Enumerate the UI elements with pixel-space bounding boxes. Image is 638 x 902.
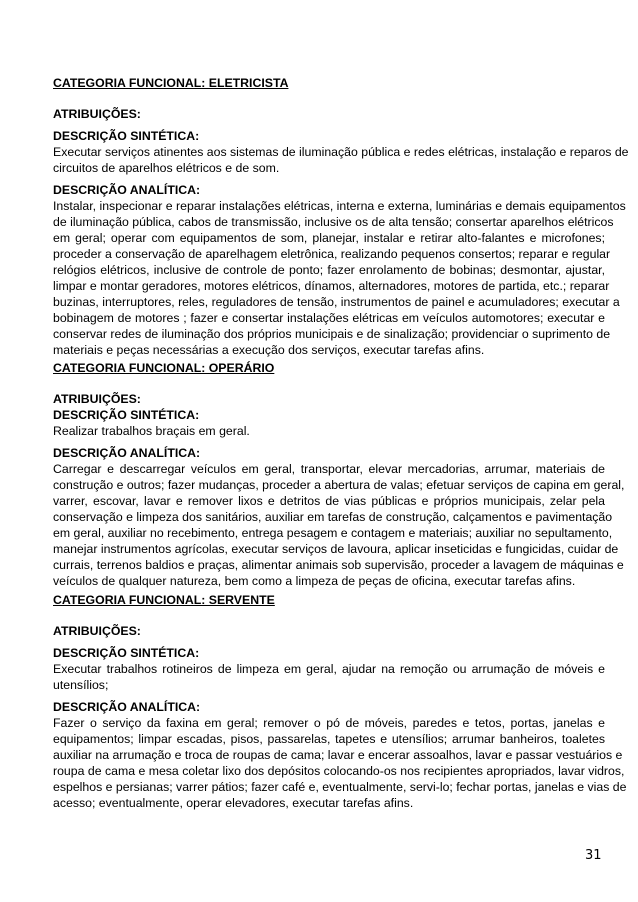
analitica-line: espelhos e persianas; varrer pátios; fazer café e, eventualmente, servi-lo; fechar portas, janelas e vias de xyxy=(53,780,627,794)
analitica-line: proceder a conservação de aparelhagem eletrônica, realizando pequenos consertos; reparar e regular xyxy=(53,247,611,261)
category-title: CATEGORIA FUNCIONAL: SERVENTE xyxy=(53,593,275,607)
sintetica-line: circuitos de aparelhos elétricos e de som. xyxy=(53,161,280,175)
analitica-line: varrer, escovar, lavar e remover lixos e detritos de vias públicas e próprios municipais, zelar pela xyxy=(53,494,605,508)
analitica-line: roupa de cama e mesa coletar lixo dos depósitos colocando-os nos recipientes apropriados, lavar vidros, xyxy=(53,764,625,778)
analitica-line: construção e outros; fazer mudanças, proceder a abertura de valas; efetuar serviços de capina em geral, xyxy=(53,478,625,492)
atribuicoes-heading: ATRIBUIÇÕES: xyxy=(53,107,141,121)
analitica-line: em geral, auxiliar no recebimento, entrega pesagem e contagem e materiais; auxiliar no sepultamento, xyxy=(53,526,613,540)
sintetica-line: Realizar trabalhos braçais em geral. xyxy=(53,424,250,438)
page-number: 31 xyxy=(585,848,602,863)
analitica-line: buzinas, interruptores, reles, reguladores de tensão, instrumentos de painel e acumuladores; executar a xyxy=(53,295,620,309)
analitica-line: limpar e montar geradores, motores elétricos, dínamos, alternadores, motores de partida, etc.; reparar xyxy=(53,279,610,293)
analitica-heading: DESCRIÇÃO ANALÍTICA: xyxy=(53,183,201,197)
sintetica-line: Executar serviços atinentes aos sistemas de iluminação pública e redes elétricas, instalação e reparos de xyxy=(53,145,629,159)
sintetica-heading: DESCRIÇÃO SINTÉTICA: xyxy=(53,646,200,660)
analitica-line: materiais e peças necessárias a execução dos serviços, executar tarefas afins. xyxy=(53,343,485,357)
analitica-line: Fazer o serviço da faxina em geral; remover o pó de móveis, paredes e tetos, portas, janelas e xyxy=(53,716,605,730)
analitica-heading: DESCRIÇÃO ANALÍTICA: xyxy=(53,446,201,460)
sintetica-heading: DESCRIÇÃO SINTÉTICA: xyxy=(53,408,200,422)
atribuicoes-heading: ATRIBUIÇÕES: xyxy=(53,624,141,638)
analitica-line: Instalar, inspecionar e reparar instalações elétricas, interna e externa, luminárias e demais equipamentos xyxy=(53,199,626,213)
analitica-line: currais, terrenos baldios e praças, alimentar animais sob supervisão, proceder a lavagem de máquinas e xyxy=(53,558,624,572)
category-title: CATEGORIA FUNCIONAL: OPERÁRIO xyxy=(53,361,275,375)
analitica-line: bobinagem de motores ; fazer e consertar instalações elétricas em veículos automotores; executar e xyxy=(53,311,605,325)
analitica-line: acesso; eventualmente, operar elevadores, executar tarefas afins. xyxy=(53,796,414,810)
category-title: CATEGORIA FUNCIONAL: ELETRICISTA xyxy=(53,76,289,90)
analitica-line: relógios elétricos, inclusive de controle de ponto; fazer enrolamento de bobinas; desmontar, ajustar, xyxy=(53,263,605,277)
sintetica-line: Executar trabalhos rotineiros de limpeza em geral, ajudar na remoção ou arrumação de móveis e xyxy=(53,662,605,676)
sintetica-line: utensílios; xyxy=(53,678,109,692)
analitica-line: manejar instrumentos agrícolas, executar serviços de lavoura, aplicar inseticidas e fungicidas, cuidar de xyxy=(53,542,619,556)
atribuicoes-heading: ATRIBUIÇÕES: xyxy=(53,392,141,406)
analitica-line: em geral; operar com equipamentos de som, planejar, instalar e retirar alto-falantes e microfones; xyxy=(53,231,605,245)
analitica-line: conservação e limpeza dos sanitários, auxiliar em tarefas de construção, calçamentos e pavimentação xyxy=(53,510,613,524)
analitica-line: de iluminação pública, cabos de transmissão, inclusive os de alta tensão; consertar aparelhos elétricos xyxy=(53,215,614,229)
analitica-heading: DESCRIÇÃO ANALÍTICA: xyxy=(53,700,201,714)
sintetica-heading: DESCRIÇÃO SINTÉTICA: xyxy=(53,129,200,143)
analitica-line: auxiliar na arrumação e troca de roupas de cama; lavar e encerar assoalhos, lavar e passar vestuários e xyxy=(53,748,623,762)
analitica-line: veículos de qualquer natureza, bem como a limpeza de peças de oficina, executar tarefas afins. xyxy=(53,574,576,588)
analitica-line: equipamentos; limpar escadas, pisos, passarelas, tapetes e utensílios; arrumar banheiros, toaletes xyxy=(53,732,605,746)
analitica-line: Carregar e descarregar veículos em geral, transportar, elevar mercadorias, arrumar, materiais de xyxy=(53,462,605,476)
analitica-line: conservar redes de iluminação dos próprios municipais e de sinalização; providenciar o suprimento de xyxy=(53,327,611,341)
